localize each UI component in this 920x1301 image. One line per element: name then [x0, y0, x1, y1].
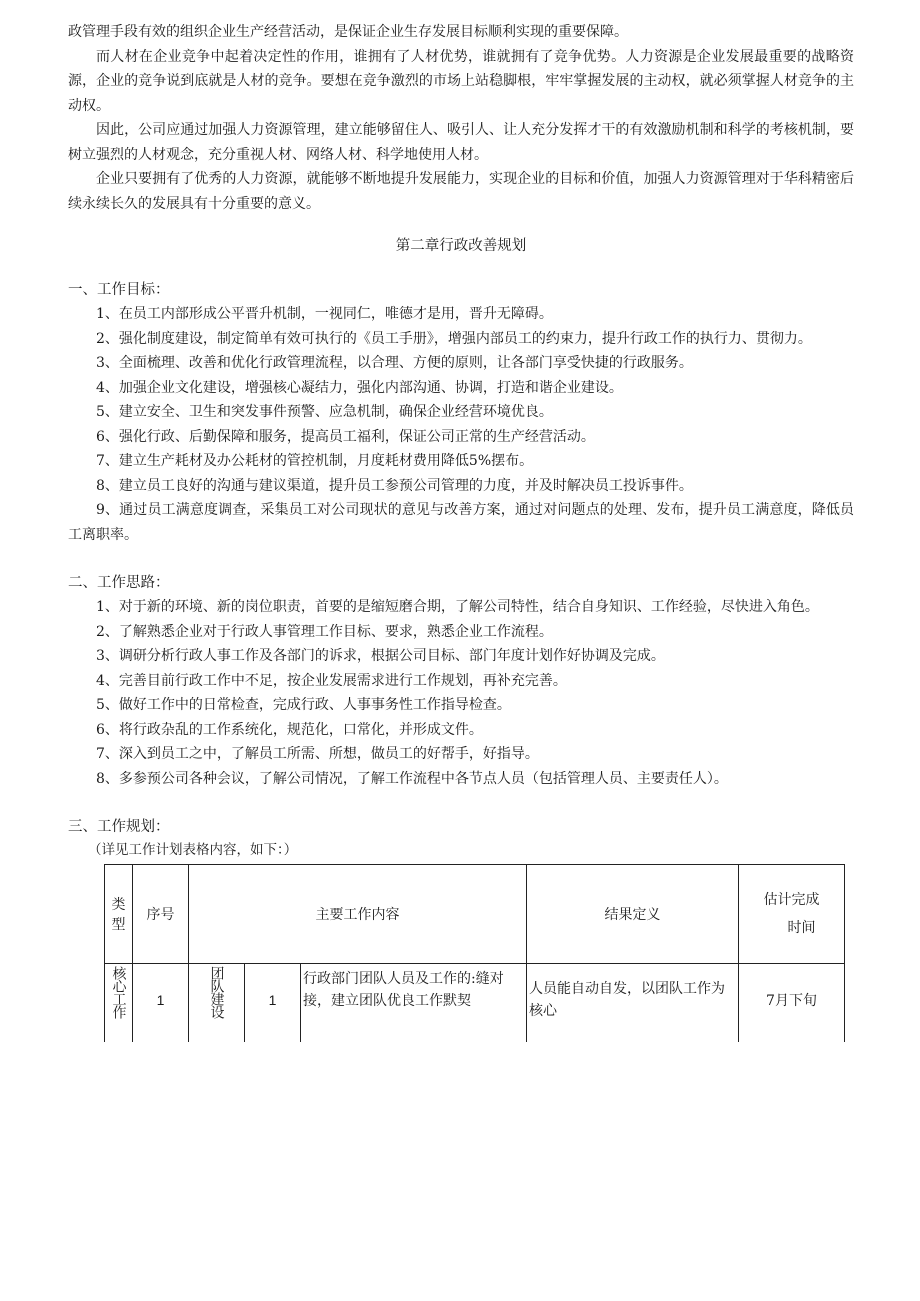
intro-paragraph-resources: 企业只要拥有了优秀的人力资源，就能够不断地提升发展能力，实现企业的目标和价值，加强人力资源管理对于华科精密后续永续长久的发展具有十分重要的意义。 — [68, 171, 854, 212]
intro-line: 政管理手段有效的组织企业生产经营活动，是保证企业生存发展目标顺利实现的重要保障。 — [68, 24, 628, 40]
spacer — [68, 791, 854, 809]
header-result: 结果定义 — [527, 865, 739, 964]
cell-sub-type-text: 团队建设 — [208, 966, 225, 1018]
section-approach-list — [68, 595, 854, 791]
work-plan-table — [104, 864, 845, 1042]
goal-item: 2、强化制度建设，制定简单有效可执行的《员工手册》，增强内部员工的约束力，提升行政工作的执行力、贯彻力。 — [96, 330, 812, 347]
cell-sub-type — [189, 964, 245, 1042]
section-goals-list — [68, 302, 854, 547]
approach-item: 1、对于新的环境、新的岗位职责，首要的是缩短磨合期，了解公司特性，结合自身知识、工作经验，尽快进入角色。 — [96, 599, 819, 615]
approach-item: 5、做好工作中的日常检查，完成行政、人事事务性工作指导检查。 — [96, 697, 511, 713]
header-time-line2: 时间 — [787, 920, 816, 936]
header-content: 主要工作内容 — [189, 865, 527, 964]
goal-item: 5、建立安全、卫生和突发事件预警、应急机制，确保企业经营环境优良。 — [96, 404, 553, 420]
cell-seq: 1 — [133, 964, 189, 1042]
intro-paragraph-talent: 而人材在企业竞争中起着决定性的作用，谁拥有了人材优势，谁就拥有了竞争优势。人力资源是企业发展最重要的战略资源，企业的竞争说到底就是人材的竞争。要想在竞争激烈的市场上站稳脚根，牢牢掌握发展的主动权，就必须掌握人材竞争的主动权。 — [68, 48, 854, 114]
approach-item: 3、调研分析行政人事工作及各部门的诉求，根据公司目标、部门年度计划作好协调及完成。 — [96, 648, 665, 664]
section-goals-heading: 一、工作目标： — [68, 282, 170, 298]
spacer — [68, 547, 854, 565]
section-approach-heading: 二、工作思路： — [68, 575, 170, 591]
approach-item: 6、将行政杂乱的工作系统化，规范化，口常化，并形成文件。 — [96, 721, 483, 738]
table-row — [105, 964, 845, 1042]
cell-sub-seq: 1 — [245, 964, 301, 1042]
approach-item: 2、了解熟悉企业对于行政人事管理工作目标、要求，熟悉企业工作流程。 — [96, 623, 553, 640]
cell-result: 人员能自动自发，以团队工作为核心 — [527, 964, 739, 1042]
cell-type-text: 核心工作 — [110, 966, 127, 1018]
goal-item: 7、建立生产耗材及办公耗材的管控机制，月度耗材费用降低5%摆布。 — [96, 453, 534, 469]
goal-item: 3、全面梳理、改善和优化行政管理流程，以合理、方便的原则，让各部门享受快捷的行政服务。 — [96, 355, 693, 371]
header-seq: 序号 — [133, 865, 189, 964]
goal-item: 6、强化行政、后勤保障和服务，提高员工福利，保证公司正常的生产经营活动。 — [96, 428, 595, 445]
cell-type — [105, 964, 133, 1042]
header-time — [739, 865, 845, 964]
header-type: 类型 — [105, 865, 133, 964]
chapter-title: 第二章行政改善规划 — [395, 238, 527, 254]
approach-item: 7、深入到员工之中，了解员工所需、所想，做员工的好帮手，好指导。 — [96, 746, 539, 762]
table-header-row — [105, 865, 845, 964]
goal-item: 8、建立员工良好的沟通与建议渠道，提升员工参预公司管理的力度，并及时解决员工投诉事件。 — [96, 477, 693, 494]
plan-note: （详见工作计划表格内容，如下：） — [88, 842, 298, 858]
intro-paragraph-therefore: 因此，公司应通过加强人力资源管理，建立能够留住人、吸引人、让人充分发挥才干的有效激励机制和科学的考核机制，要树立强烈的人材观念，充分重视人材、网络人材、科学地使用人材。 — [68, 122, 854, 163]
cell-content: 行政部门团队人员及工作的:缝对接，建立团队优良工作默契 — [301, 964, 527, 1042]
document-page — [68, 20, 854, 1042]
approach-item: 4、完善目前行政工作中不足，按企业发展需求进行工作规划，再补充完善。 — [96, 672, 567, 689]
header-time-line1: 估计完成 — [763, 892, 820, 908]
cell-time: 7月下旬 — [739, 964, 845, 1042]
goal-item: 1、在员工内部形成公平晋升机制，一视同仁，唯德才是用，晋升无障碍。 — [96, 306, 553, 322]
goal-item: 9、通过员工满意度调查，采集员工对公司现状的意见与改善方案，通过对问题点的处理、发布，提升员工满意度，降低员工离职率。 — [68, 502, 854, 543]
approach-item: 8、多参预公司各种会议，了解公司情况，了解工作流程中各节点人员（包括管理人员、主要责任人）。 — [96, 770, 728, 787]
section-plan-heading: 三、工作规划： — [68, 819, 170, 835]
goal-item: 4、加强企业文化建设，增强核心凝结力，强化内部沟通、协调，打造和谐企业建设。 — [96, 379, 623, 396]
